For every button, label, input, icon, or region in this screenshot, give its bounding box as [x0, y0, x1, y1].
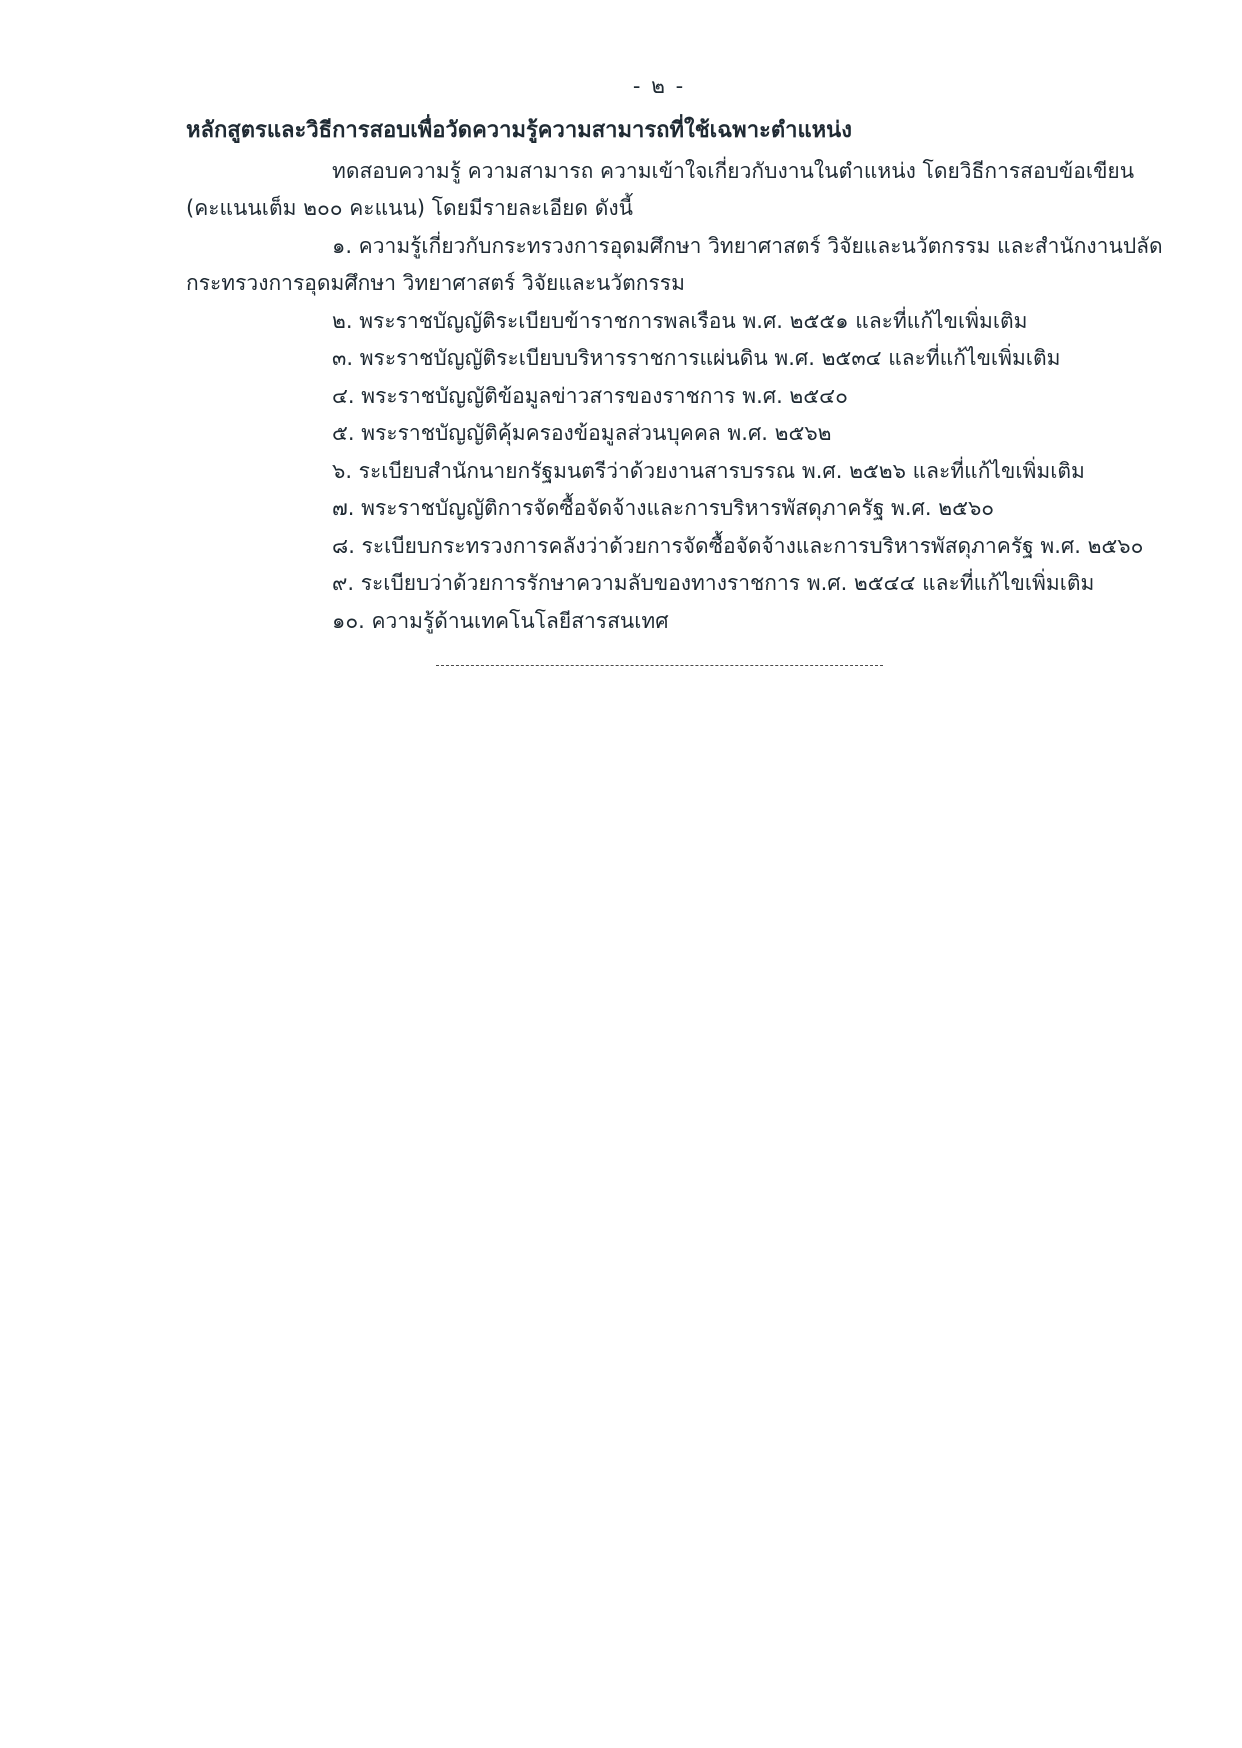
list-item-8: ๘. ระเบียบกระทรวงการคลังว่าด้วยการจัดซื้อจัดจ้างและการบริหารพัสดุภาครัฐ พ.ศ. ๒๕๖๐ [332, 534, 1144, 558]
page-number: - ๒ - [632, 74, 686, 98]
list-item-10: ๑๐. ความรู้ด้านเทคโนโลยีสารสนเทศ [332, 609, 669, 633]
list-item-7: ๗. พระราชบัญญัติการจัดซื้อจัดจ้างและการบริหารพัสดุภาครัฐ พ.ศ. ๒๕๖๐ [332, 496, 995, 520]
list-item-9: ๙. ระเบียบว่าด้วยการรักษาความลับของทางราชการ พ.ศ. ๒๕๔๔ และที่แก้ไขเพิ่มเติม [332, 571, 1095, 595]
list-item-4: ๔. พระราชบัญญัติข้อมูลข่าวสารของราชการ พ.ศ. ๒๕๔๐ [332, 384, 848, 408]
intro-line-1: ทดสอบความรู้ ความสามารถ ความเข้าใจเกี่ยวกับงานในตำแหน่ง โดยวิธีการสอบข้อเขียน [332, 159, 1135, 183]
list-item-2: ๒. พระราชบัญญัติระเบียบข้าราชการพลเรือน พ.ศ. ๒๕๕๑ และที่แก้ไขเพิ่มเติม [332, 309, 1028, 333]
list-item-5: ๕. พระราชบัญญัติคุ้มครองข้อมูลส่วนบุคคล พ.ศ. ๒๕๖๒ [332, 421, 832, 445]
list-item-3: ๓. พระราชบัญญัติระเบียบบริหารราชการแผ่นดิน พ.ศ. ๒๕๓๔ และที่แก้ไขเพิ่มเติม [332, 346, 1061, 370]
dashed-separator [436, 665, 883, 666]
list-item-1-line-1: ๑. ความรู้เกี่ยวกับกระทรวงการอุดมศึกษา วิทยาศาสตร์ วิจัยและนวัตกรรม และสำนักงานปลัด [332, 234, 1163, 258]
intro-line-2: (คะแนนเต็ม ๒๐๐ คะแนน) โดยมีรายละเอียด ดังนี้ [186, 196, 633, 220]
section-heading: หลักสูตรและวิธีการสอบเพื่อวัดความรู้ความสามารถที่ใช้เฉพาะตำแหน่ง [186, 118, 852, 143]
list-item-6: ๖. ระเบียบสำนักนายกรัฐมนตรีว่าด้วยงานสารบรรณ พ.ศ. ๒๕๒๖ และที่แก้ไขเพิ่มเติม [332, 459, 1085, 483]
list-item-1-line-2: กระทรวงการอุดมศึกษา วิทยาศาสตร์ วิจัยและนวัตกรรม [186, 271, 685, 295]
